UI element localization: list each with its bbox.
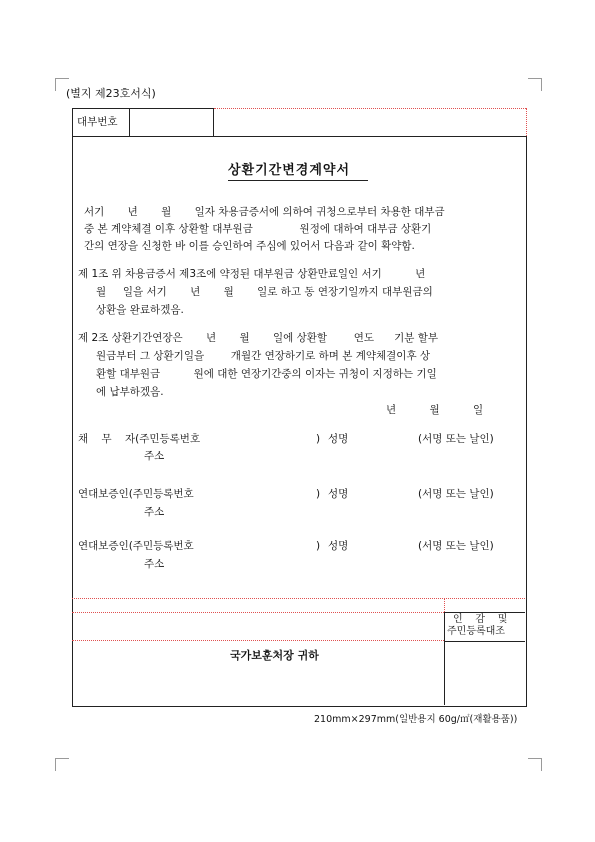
top-rule — [72, 108, 214, 109]
crop-mark — [55, 758, 56, 771]
article-2-line: 원금부터 그 상환기일을 개월간 연장하기로 하며 본 계약체결이후 상 — [96, 350, 431, 362]
intro-line: 간의 연장을 신청한 바 이를 승인하여 주심에 있어서 다음과 같이 확약함. — [84, 240, 415, 252]
loan-box-right — [213, 108, 214, 136]
guarantor-2-address-label: 주소 — [144, 558, 165, 570]
debtor-label: 채 무 자(주민등록번호 — [78, 433, 201, 445]
article-1-line: 제 1조 위 차용금증서 제3조에 약정된 대부원금 상환만료일인 서기 년 — [78, 268, 426, 280]
loan-number-field[interactable] — [131, 110, 211, 134]
guarantor-2-name-label: 성명 — [328, 540, 349, 552]
debtor-id-close: ) — [316, 433, 321, 445]
loan-box-dotted-right — [526, 108, 527, 136]
guarantor-2-label: 연대보증인(주민등록번호 — [78, 540, 194, 552]
loan-box-left — [72, 108, 73, 136]
debtor-name-label: 성명 — [328, 433, 349, 445]
form-label: (별지 제23호서식) — [66, 87, 156, 100]
crop-mark — [56, 758, 69, 759]
seal-area[interactable] — [446, 643, 524, 703]
seal-label-2: 주민등록대조 — [447, 626, 505, 637]
debtor-sign: (서명 또는 날인) — [418, 433, 494, 445]
guarantor-1-sign: (서명 또는 날인) — [418, 488, 494, 500]
loan-number-label: 대부번호 — [77, 116, 118, 128]
intro-line: 중 본 계약체결 이후 상환할 대부원금 원정에 대하여 대부금 상환기 — [84, 223, 432, 235]
crop-mark — [55, 78, 56, 91]
article-1-line: 월 일을 서기 년 월 일로 하고 동 연장기일까지 대부원금의 — [96, 286, 433, 298]
crop-mark — [528, 758, 541, 759]
seal-box-left — [444, 612, 445, 705]
document-title: 상환기간변경계약서 — [228, 163, 351, 178]
lower-divider-dotted — [72, 598, 525, 599]
paper-spec: 210mm×297mm(일반용지 60g/㎡(재활용품)) — [314, 714, 518, 725]
seal-box-dotted-left — [444, 598, 445, 612]
article-2-line: 에 납부하겠음. — [96, 386, 164, 398]
guarantor-1-name-label: 성명 — [328, 488, 349, 500]
guarantor-2-sign: (서명 또는 날인) — [418, 540, 494, 552]
addressee-divider-dotted — [72, 640, 444, 641]
crop-mark — [56, 78, 69, 79]
debtor-address-label: 주소 — [144, 450, 165, 462]
crop-mark — [541, 758, 542, 771]
guarantor-1-id-close: ) — [316, 488, 321, 500]
date-line: 년 월 일 — [386, 404, 484, 416]
top-rule-dotted — [214, 108, 526, 109]
lower-divider-dotted — [72, 612, 444, 613]
crop-mark — [528, 78, 541, 79]
article-1-line: 상환을 완료하겠음. — [96, 304, 184, 316]
guarantor-2-id-close: ) — [316, 540, 321, 552]
addressee: 국가보훈처장 귀하 — [230, 649, 319, 662]
intro-line: 서기 년 월 일자 차용금증서에 의하여 귀청으로부터 차용한 대부금 — [84, 206, 445, 218]
seal-label-1: 인 감 및 — [453, 614, 508, 625]
article-2-line: 제 2조 상환기간연장은 년 월 일에 상환할 연도 기분 할부 — [78, 332, 438, 344]
seal-box-divider — [444, 641, 525, 642]
article-2-line: 환할 대부원금 원에 대한 연장기간중의 이자는 귀청이 지정하는 기일 — [96, 368, 437, 380]
crop-mark — [541, 78, 542, 91]
title-underline — [228, 180, 368, 181]
guarantor-1-address-label: 주소 — [144, 506, 165, 518]
loan-box-divider — [129, 108, 130, 136]
seal-box-top — [444, 612, 525, 613]
guarantor-1-label: 연대보증인(주민등록번호 — [78, 488, 194, 500]
